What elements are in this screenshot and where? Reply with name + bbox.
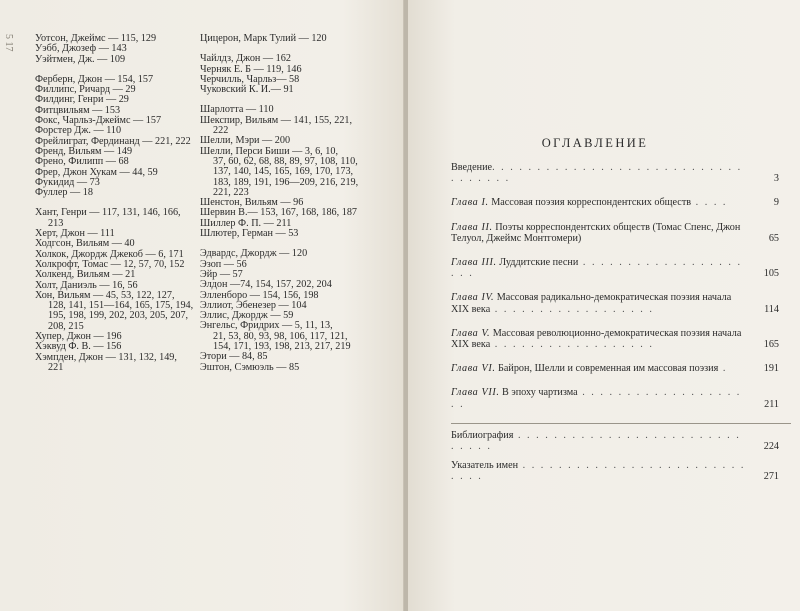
toc-page-number: 114	[764, 303, 779, 315]
toc-page-number: 191	[763, 363, 779, 375]
index-entry-text: Фокс, Чарльз-Джеймс — 157	[35, 115, 162, 127]
index-entry	[35, 353, 195, 374]
toc-leader-dots: . . . .	[691, 197, 728, 209]
index-entry-text: Элленборо — 154, 156, 198	[200, 289, 319, 301]
toc-title: ОГЛАВЛЕНИЕ	[541, 136, 649, 150]
index-entry-text: Хэквуд Ф. В. — 156	[35, 341, 122, 353]
index-entry-text: Шелли, Мэри — 200	[200, 135, 291, 147]
toc-chapter-label: Глава II.	[451, 221, 493, 233]
toc-item	[451, 328, 777, 350]
toc-chapter-label: Глава I.	[451, 197, 489, 209]
toc-item	[451, 162, 777, 184]
index-entry-text: Этори — 84, 85	[200, 351, 268, 363]
index-entry	[35, 55, 195, 65]
toc-chapter-title: В эпоху чартизма	[499, 387, 578, 399]
toc-item-text	[451, 162, 777, 184]
index-entry	[35, 208, 195, 229]
index-column-2	[200, 34, 365, 373]
index-entry	[200, 116, 365, 137]
index-entry-continuation: 221	[48, 361, 64, 373]
toc-item-text	[451, 387, 777, 409]
index-entry-text: Форстер Дж. — 110	[35, 125, 122, 137]
index-entry-continuation: 37, 60, 62, 68, 88, 89, 97, 108, 110, 137, 140, 145, 165, 169, 170, 173, 183, 189, 191, 196—209, 216, 219, 221, 223	[213, 155, 361, 198]
index-entry-text: Эллис, Джордж — 59	[200, 310, 294, 322]
toc-leader-dots: . . . . . . . . . . . . . . . . . . . . .	[451, 257, 743, 280]
index-entry-text: Фрер, Джон Хукам — 44, 59	[35, 166, 158, 178]
index-entry-text: Фитцвильям — 153	[35, 104, 121, 116]
index-entry-text: Фукидид — 73	[35, 176, 100, 188]
toc-page-number: 105	[763, 268, 779, 280]
index-entry-continuation: 222	[213, 125, 229, 137]
toc-leader-dots: . . . . . . . . . . . . . . . . . .	[490, 339, 654, 351]
index-entry-text: Шервин В.— 153, 167, 168, 186, 187	[200, 207, 358, 219]
toc-chapter-title: Поэты корреспондентских обществ (Томас Спенс, Джон Телуол, Джеймс Монтгомери)	[451, 221, 741, 244]
index-entry-text: Черняк Е. Б — 119, 146	[200, 63, 302, 75]
toc-page-number: 224	[763, 441, 779, 453]
toc-leader-dots: . . . . . . . . . . . . . . . . . . . . . . . . . . . . . . . . . . .	[451, 162, 743, 185]
toc-leader-dots: . . . . . . . . . . . . . . . . . . . . . . . . . . . . .	[451, 460, 746, 483]
index-entry-continuation: 21, 53, 80, 93, 98, 106, 117, 121, 154, 171, 193, 198, 213, 217, 219	[213, 330, 351, 353]
index-entry-text: Эзоп — 56	[200, 258, 247, 270]
index-entry-text: Ходгсон, Вильям — 40	[35, 238, 135, 250]
index-entry	[200, 363, 365, 373]
index-entry-text: Холкрофт, Томас — 12, 57, 70, 152	[35, 258, 185, 270]
toc-leader-dots: .	[718, 363, 728, 375]
table-of-contents	[451, 162, 777, 496]
toc-chapter-title: Массовая революционно-демократическая поэзия начала XIX века	[451, 327, 742, 351]
toc-chapter-title: Библиография	[451, 429, 514, 441]
toc-item	[451, 257, 777, 279]
toc-chapter-label: Глава VII.	[451, 387, 500, 399]
toc-chapter-title: Байрон, Шелли и современная им массовая поэзия	[495, 363, 719, 375]
index-column-1	[35, 34, 195, 373]
index-entry	[200, 147, 365, 198]
toc-item-text	[451, 222, 777, 244]
index-entry-text: Шарлотта — 110	[200, 104, 274, 116]
index-entry-text: Энгельс, Фридрих — 5, 11, 13,	[200, 320, 333, 332]
toc-page-number: 165	[763, 339, 779, 351]
index-entry-text: Уэбб, Джозеф — 143	[35, 43, 127, 55]
index-entry-text: Филдинг, Генри — 29	[35, 94, 129, 106]
toc-leader-dots: . . . . . . . . . . . . . . . . . . . .	[451, 387, 742, 410]
index-entry-text: Элдон —74, 154, 157, 202, 204	[200, 279, 332, 291]
index-entry-text: Ферберн, Джон — 154, 157	[35, 73, 154, 85]
index-entry-text: Шиллер Ф. П. — 211	[200, 217, 292, 229]
toc-chapter-label: Глава VI.	[451, 363, 496, 375]
toc-item	[451, 363, 777, 374]
toc-chapter-title: Массовая радикально-демократическая поэзия начала XIX века	[451, 292, 732, 315]
index-entry	[200, 85, 365, 95]
toc-item	[451, 197, 777, 208]
index-entry-text: Эдвардс, Джордж — 120	[200, 248, 308, 260]
index-entry	[200, 229, 365, 239]
toc-chapter-label: Глава V.	[451, 327, 491, 339]
index-entry-text: Шлютер, Герман — 53	[200, 228, 299, 240]
index-entry-text: Шелли, Перси Биши — 3, 6, 10,	[200, 145, 338, 157]
toc-item	[451, 460, 777, 482]
toc-leader-dots: . . . . . . . . . . . . . . . . . .	[490, 303, 654, 315]
index-entry-text: Эллиот, Эбенезер — 104	[200, 299, 307, 311]
toc-item-text	[451, 328, 777, 350]
index-entry-text: Шенстон, Вильям — 96	[200, 197, 304, 209]
index-entry-text: Филлипс, Ричард — 29	[35, 84, 136, 96]
index-entry-text: Чайлдз, Джон — 162	[200, 53, 291, 65]
toc-chapter-title: Введение	[451, 162, 493, 173]
index-entry	[35, 188, 195, 198]
toc-item	[451, 430, 777, 452]
toc-page-number: 65	[768, 232, 779, 244]
index-entry-text: Уотсон, Джеймс — 115, 129	[35, 33, 157, 44]
index-entry-text: Чуковский К. И.— 91	[200, 84, 294, 96]
toc-item-text	[451, 430, 777, 452]
index-entry-text: Хон, Вильям — 45, 53, 122, 127,	[35, 289, 175, 301]
index-entry-text: Уэйтмен, Дж. — 109	[35, 53, 126, 65]
toc-leader-dots: . . . . . . . . . . . . . . . . . . . . . . . . . . . . . .	[451, 429, 741, 453]
toc-item	[451, 292, 777, 314]
index-entry-text: Холкенд, Вильям — 21	[35, 269, 136, 281]
toc-chapter-title: Указатель имен	[451, 460, 519, 472]
index-entry-text: Хэмпден, Джон — 131, 132, 149,	[35, 351, 177, 363]
toc-item	[451, 222, 777, 244]
toc-page-number: 9	[773, 197, 779, 209]
index-entry-text: Черчилль, Чарльз— 58	[200, 73, 300, 85]
index-entry-text: Хант, Генри — 117, 131, 146, 166,	[35, 207, 181, 219]
toc-chapter-label: Глава IV.	[451, 292, 495, 304]
index-entry-text: Цицерон, Марк Тулий — 120	[200, 33, 327, 44]
toc-page-number: 211	[764, 398, 779, 410]
index-entry-text: Эйр — 57	[200, 268, 243, 280]
index-entry	[200, 321, 365, 352]
index-entry-text: Хупер, Джон — 196	[35, 331, 122, 343]
toc-page-number: 3	[773, 173, 779, 185]
toc-item-text	[451, 257, 777, 279]
index-entry-continuation: 128, 141, 151—164, 165, 175, 194, 195, 198, 199, 202, 203, 205, 207, 208, 215	[48, 300, 196, 332]
index-entry-text: Фуллер — 18	[35, 187, 93, 199]
toc-item-text	[451, 363, 777, 374]
toc-item	[451, 387, 777, 409]
toc-page-number: 271	[763, 471, 779, 483]
toc-item-text	[451, 292, 777, 314]
index-entry-text: Херт, Джон — 111	[35, 228, 115, 240]
margin-mark: 5 17	[3, 34, 14, 52]
index-entry-text: Френд, Вильям — 149	[35, 145, 133, 157]
toc-chapter-title: Луддитские песни	[496, 257, 579, 269]
index-entry-text: Фрейлиграт, Фердинанд — 221, 222	[35, 135, 191, 147]
index-entry-text: Шекспир, Вильям — 141, 155, 221,	[200, 114, 353, 126]
index-entry	[200, 34, 365, 44]
toc-item-text	[451, 460, 777, 482]
index-entry-text: Эштон, Сэмюэль — 85	[200, 361, 300, 373]
toc-divider	[451, 423, 791, 424]
toc-chapter-title: Массовая поэзия корреспондентских обществ	[488, 197, 692, 209]
index-entry	[35, 291, 195, 332]
toc-chapter-label: Глава III.	[451, 257, 497, 269]
toc-item-text	[451, 197, 777, 208]
index-entry-continuation: 213	[48, 217, 64, 229]
index-entry-text: Холкок, Джордж Джекоб — 6, 171	[35, 248, 184, 260]
index-entry-text: Френо, Филипп — 68	[35, 156, 129, 168]
index-entry-text: Холт, Даниэль — 16, 56	[35, 279, 138, 291]
